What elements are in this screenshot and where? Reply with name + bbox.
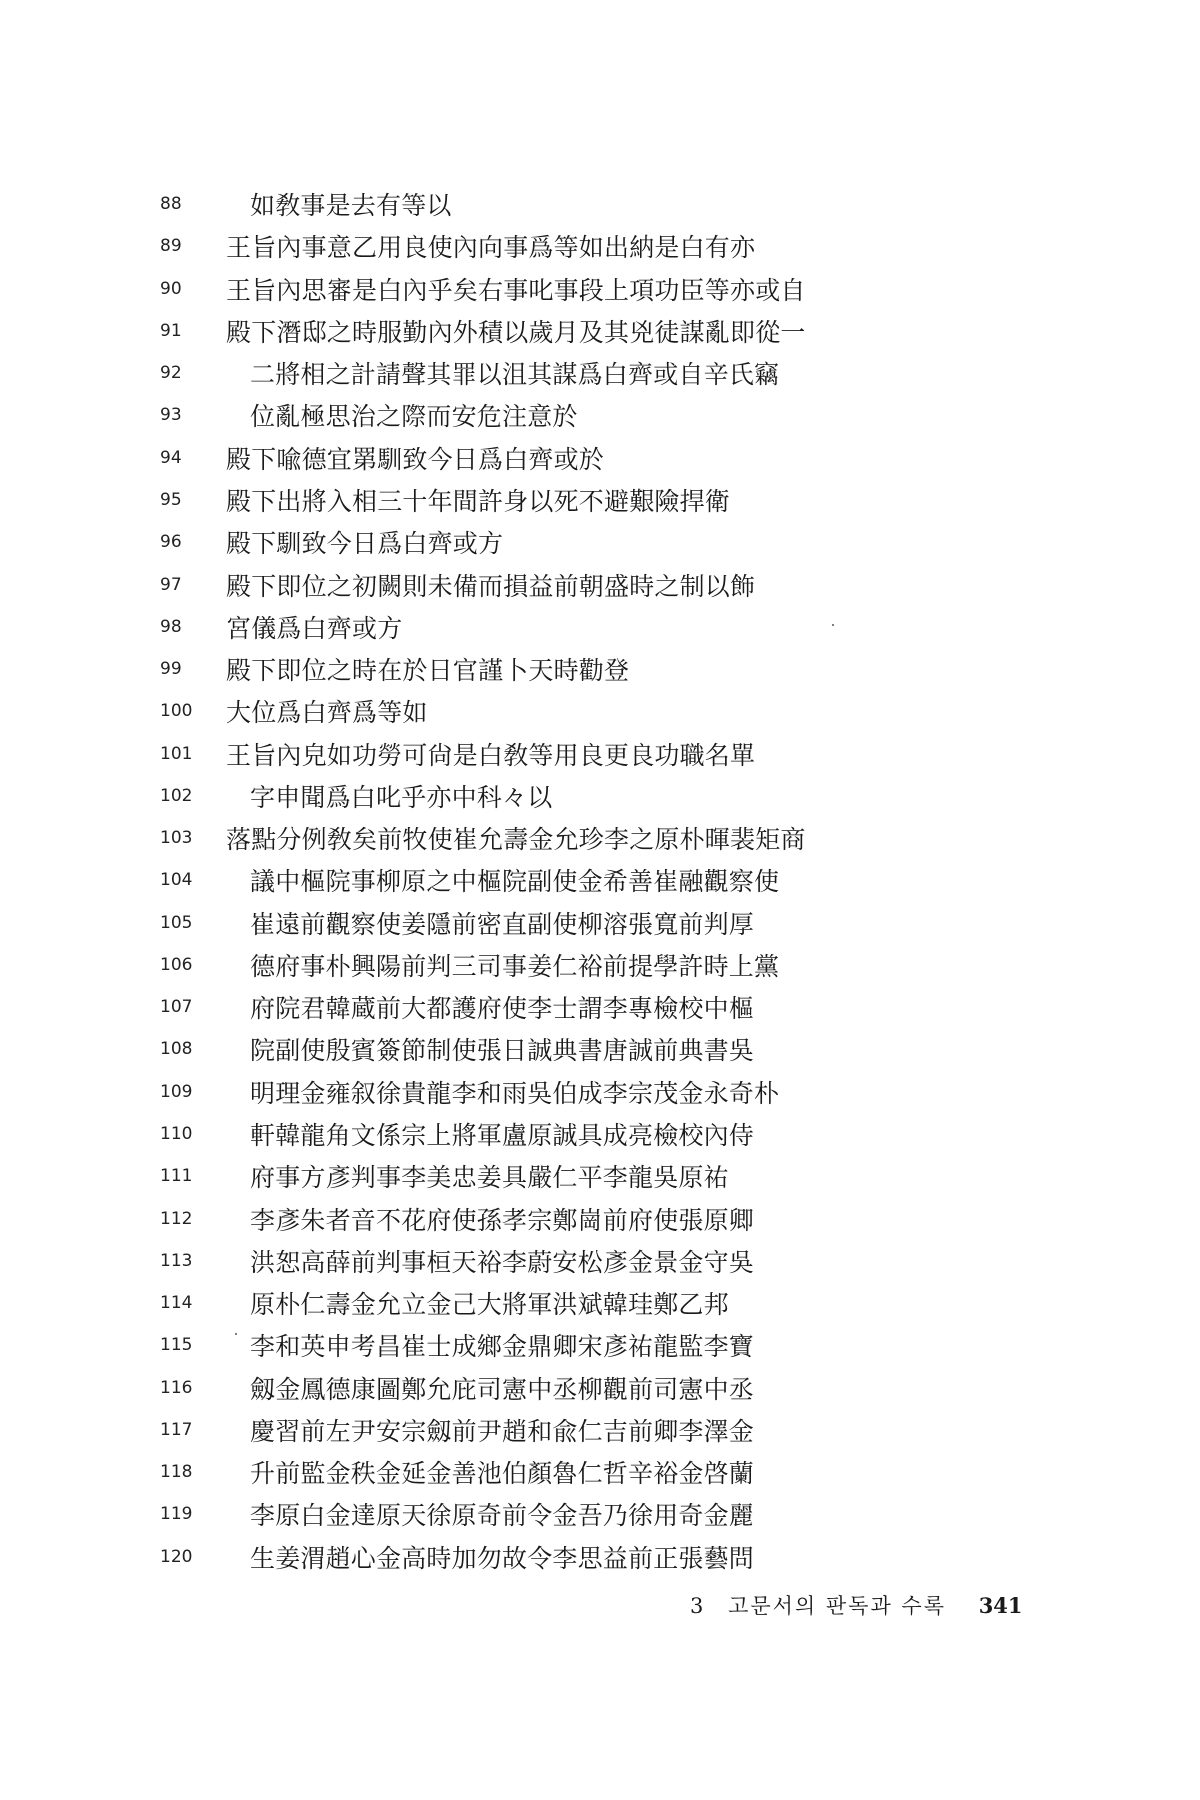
line-text: 生姜渭趙心金高時加勿故令李思益前正張藝問 [250, 1543, 755, 1573]
line-text: 升前監金秩金延金善池伯顏魯仁哲辛裕金啓蘭 [250, 1459, 755, 1489]
line-text: 府事方彥判事李美忠姜具嚴仁平李龍吳原祐 [250, 1163, 729, 1193]
text-line [150, 1536, 1050, 1578]
line-text: 德府事朴興陽前判三司事姜仁裕前提學許時上黨 [250, 951, 780, 981]
line-text: 殿下出將入相三十年間許身以死不避艱險捍衛 [226, 486, 731, 516]
line-number: 88 [160, 194, 182, 215]
text-line [150, 1451, 1050, 1493]
line-text: 殿下潛邸之時服勤內外積以歲月及其兇徒謀亂即從一 [226, 317, 806, 347]
text-line [150, 648, 1050, 690]
line-number: 92 [160, 363, 182, 384]
text-line [150, 859, 1050, 901]
text-line [150, 690, 1050, 732]
line-number: 91 [160, 320, 182, 341]
text-line [150, 1113, 1050, 1155]
line-number: 95 [160, 489, 182, 510]
text-line [150, 563, 1050, 605]
line-text: 李彥朱者音不花府使孫孝宗鄭崗前府使張原卿 [250, 1205, 755, 1235]
text-line [150, 183, 1050, 225]
line-number: 111 [160, 1166, 193, 1187]
line-text: 大位爲白齊爲等如 [226, 698, 428, 728]
text-line [150, 606, 1050, 648]
line-number: 101 [160, 743, 193, 764]
line-number: 118 [160, 1462, 193, 1483]
line-text: 議中樞院事柳原之中樞院副使金希善崔融觀察使 [250, 867, 780, 897]
line-text: 如敎事是去有等以 [250, 191, 452, 221]
text-line [150, 479, 1050, 521]
line-text: 劔金鳳德康圖鄭允庇司憲中丞柳觀前司憲中丞 [250, 1374, 755, 1404]
text-line [150, 521, 1050, 563]
text-line [150, 1155, 1050, 1197]
line-text: 宮儀爲白齊或方 [226, 613, 403, 643]
line-text: 位亂極思治之際而安危注意於 [250, 402, 578, 432]
line-number: 96 [160, 532, 182, 553]
line-text: 殿下喩德宜罤馴致今日爲白齊或於 [226, 444, 605, 474]
line-number: 120 [160, 1546, 193, 1567]
line-number: 113 [160, 1250, 193, 1271]
line-number: 103 [160, 828, 193, 849]
line-text: 字申聞爲白叱乎亦中科々以 [250, 782, 553, 812]
line-text: 李和英申考昌崔士成鄉金鼎卿宋彥祐龍監李寶 [250, 1332, 755, 1362]
text-line [150, 225, 1050, 267]
text-line [150, 1324, 1050, 1366]
text-line [150, 775, 1050, 817]
line-text: 洪恕高薛前判事桓天裕李蔚安松彥金景金守吳 [250, 1247, 755, 1277]
text-line [150, 1282, 1050, 1324]
line-number: 102 [160, 785, 193, 806]
line-number: 100 [160, 701, 193, 722]
text-line [150, 394, 1050, 436]
line-text: 王旨內皃如功勞可尙是白敎等用良更良功職名單 [226, 740, 756, 770]
chapter-title: 고문서의 판독과 수록 [728, 1594, 946, 1618]
text-line [150, 1071, 1050, 1113]
line-text: 院副使殷賓簽節制使張日誠典書唐誠前典書吳 [250, 1036, 755, 1066]
text-line [150, 944, 1050, 986]
text-line [150, 1028, 1050, 1070]
text-line [150, 1409, 1050, 1451]
text-line [150, 1197, 1050, 1239]
line-number: 110 [160, 1123, 193, 1144]
line-text: 府院君韓蔵前大都護府使李士謂李專檢校中樞 [250, 994, 755, 1024]
line-text: 李原白金達原天徐原奇前令金吾乃徐用奇金麗 [250, 1501, 755, 1531]
line-number: 106 [160, 954, 193, 975]
page-footer [690, 1590, 1023, 1620]
line-text: 王旨內思審是白內乎矣右事叱事段上項功臣等亦或自 [226, 275, 806, 305]
text-line [150, 437, 1050, 479]
text-line [150, 986, 1050, 1028]
line-text: 二將相之計請聲其罪以沮其謀爲白齊或自辛氏竊 [250, 360, 780, 390]
line-text: 殿下即位之時在於日官謹卜天時勸登 [226, 656, 630, 686]
line-number: 116 [160, 1377, 193, 1398]
text-line [150, 732, 1050, 774]
text-line [150, 1240, 1050, 1282]
line-text: 殿下馴致今日爲白齊或方 [226, 529, 504, 559]
speck-mark [832, 624, 834, 626]
line-text: 明理金雍叙徐貴龍李和雨吳伯成李宗茂金永奇朴 [250, 1078, 780, 1108]
line-text: 殿下即位之初闕則未備而損益前朝盛時之制以飾 [226, 571, 756, 601]
line-number: 104 [160, 870, 193, 891]
chapter-number: 3 [690, 1594, 704, 1618]
text-line [150, 902, 1050, 944]
text-line [150, 1366, 1050, 1408]
page-number: 341 [978, 1593, 1023, 1618]
line-text: 原朴仁壽金允立金己大將軍洪斌韓珪鄭乙邦 [250, 1290, 729, 1320]
text-line [150, 1493, 1050, 1535]
line-text: 崔遠前觀察使姜隱前密直副使柳溶張寬前判厚 [250, 909, 755, 939]
line-number: 90 [160, 278, 182, 299]
text-line [150, 268, 1050, 310]
line-number: 105 [160, 912, 193, 933]
line-number: 114 [160, 1293, 193, 1314]
line-text: 落點分例敎矣前牧使崔允壽金允珍李之原朴暉裴矩商 [226, 825, 806, 855]
line-number: 112 [160, 1208, 193, 1229]
line-text: 軒韓龍角文係宗上將軍盧原誠具成亮檢校內侍 [250, 1120, 755, 1150]
line-number: 93 [160, 405, 182, 426]
line-number: 109 [160, 1081, 193, 1102]
line-number: 98 [160, 616, 182, 637]
text-line [150, 310, 1050, 352]
line-number: 108 [160, 1039, 193, 1060]
text-line [150, 817, 1050, 859]
line-text: 王旨內事意乙用良使內向事爲等如出納是白有亦 [226, 233, 756, 263]
line-text: 慶習前左尹安宗劔前尹趙和兪仁吉前卿李澤金 [250, 1416, 755, 1446]
line-number: 115 [160, 1335, 193, 1356]
speck-mark [235, 1333, 237, 1335]
text-line [150, 352, 1050, 394]
line-number: 97 [160, 574, 182, 595]
line-number: 107 [160, 997, 193, 1018]
transcription-lines [150, 183, 1050, 1578]
line-number: 99 [160, 659, 182, 680]
line-number: 89 [160, 236, 182, 257]
line-number: 119 [160, 1504, 193, 1525]
line-number: 117 [160, 1419, 193, 1440]
line-number: 94 [160, 447, 182, 468]
